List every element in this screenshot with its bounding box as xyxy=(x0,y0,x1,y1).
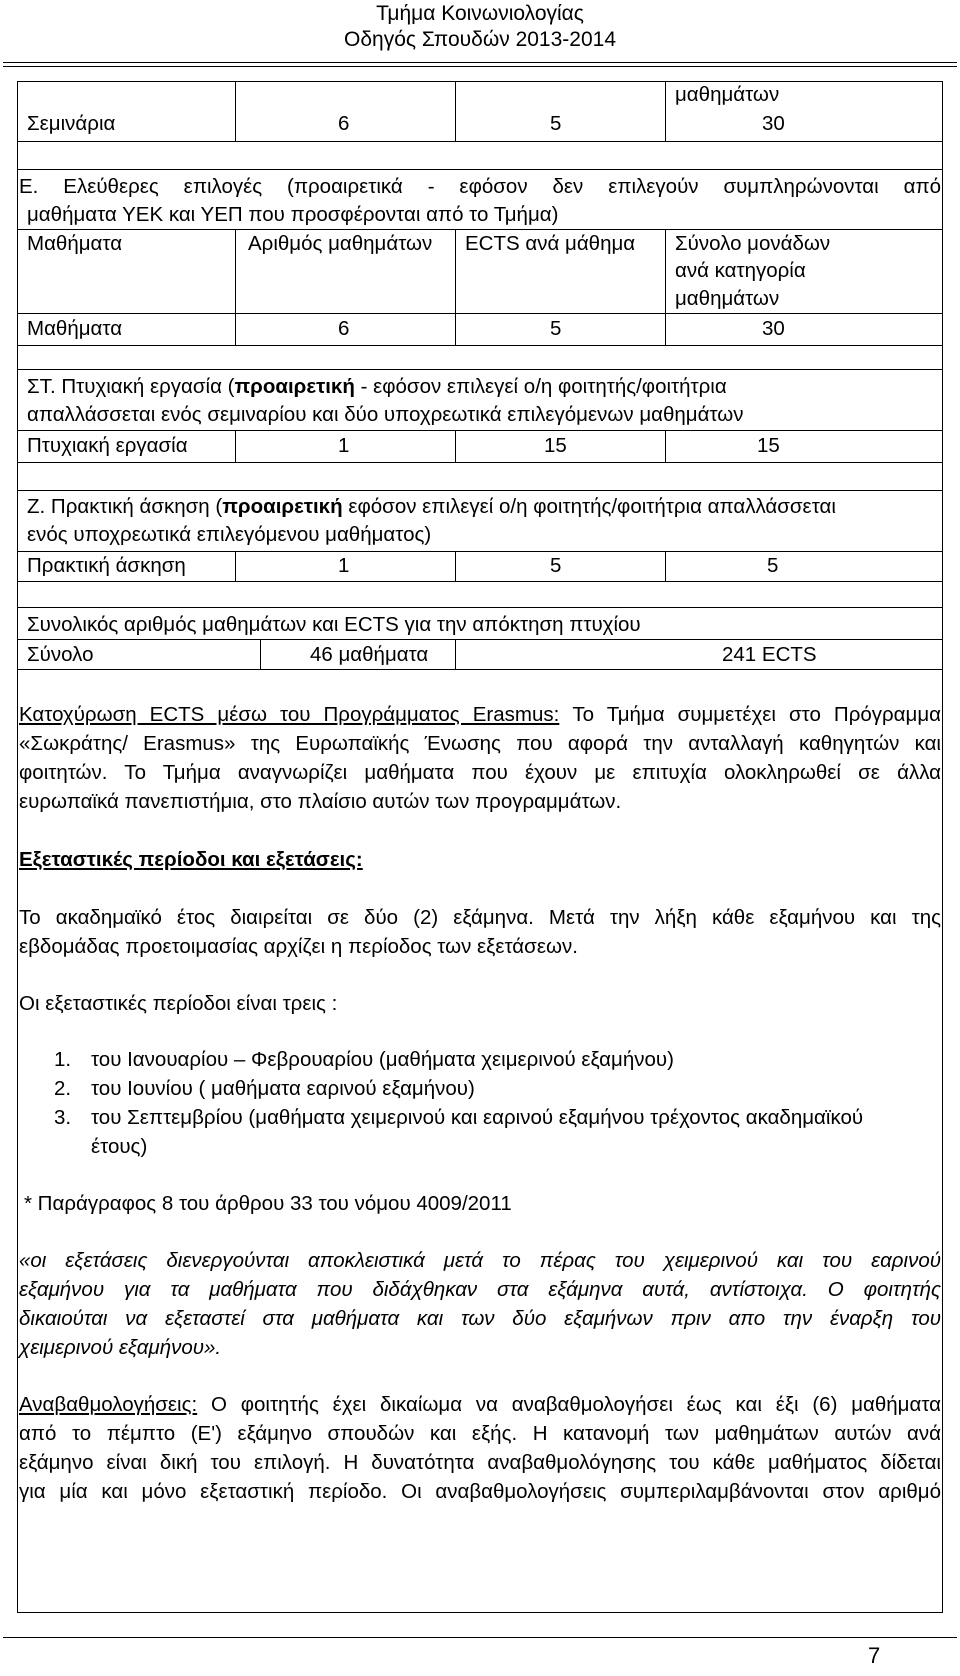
table-col-rule xyxy=(235,430,236,462)
totals-courses: 46 μαθήματα xyxy=(310,643,429,666)
table-col-rule xyxy=(455,639,456,669)
table-col-rule xyxy=(665,430,666,462)
exam-period-number: 1. xyxy=(54,1048,72,1071)
header-guide-title: Οδηγός Σπουδών 2013-2014 xyxy=(343,28,616,51)
exam-period-item-cont: έτους) xyxy=(91,1135,148,1158)
table-col-rule xyxy=(235,229,236,345)
erasmus-paragraph-line2: «Σωκράτης/ Erasmus» της Ευρωπαϊκής Ένωσης που αφορά την ανταλλαγή καθηγητών και xyxy=(19,732,941,755)
seminar-label: Σεμινάρια xyxy=(27,112,116,135)
totals-title: Συνολικός αριθμός μαθημάτων και ECTS για την απόκτηση πτυχίου xyxy=(27,613,641,636)
section-e-row-count: 6 xyxy=(338,317,350,340)
totals-ects: 241 ECTS xyxy=(722,643,817,666)
footer-rule xyxy=(3,1637,957,1638)
regrading-paragraph-line4: για μία και μόνο εξεταστική περίοδο. Οι αναβαθμολογήσεις συμπεριλαμβάνονται στον αριθμό xyxy=(19,1480,941,1503)
table-col-rule xyxy=(455,81,456,141)
table-rule xyxy=(17,462,943,463)
table-rule xyxy=(17,607,943,608)
seminar-ects: 5 xyxy=(550,112,562,135)
seminar-units-tail: μαθημάτων xyxy=(675,83,780,106)
table-rule xyxy=(17,639,943,640)
section-z-title: Ζ. Πρακτική άσκηση (προαιρετική εφόσον επιλεγεί ο/η φοιτητής/φοιτήτρια απαλλάσσεται xyxy=(27,495,836,518)
exam-period-item: του Ιανουαρίου – Φεβρουαρίου (μαθήματα χειμερινού εξαμήνου) xyxy=(91,1048,674,1071)
table-rule xyxy=(17,581,943,582)
regrading-paragraph-line2: από το πέμπτο (Ε') εξάμηνο σπουδών και εξής. Η κατανομή των μαθημάτων αυτών ανά xyxy=(19,1422,941,1445)
section-e-title-cont: μαθήματα ΥΕΚ και ΥΕΠ που προσφέρονται από το Τμήμα) xyxy=(27,203,559,226)
table-rule xyxy=(17,430,943,431)
law-reference: * Παράγραφος 8 του άρθρου 33 του νόμου 4009/2011 xyxy=(24,1192,512,1215)
table-col-rule xyxy=(455,430,456,462)
table-col-rule xyxy=(260,639,261,669)
section-z-row-label: Πρακτική άσκηση xyxy=(27,554,186,577)
table-col-rule xyxy=(235,551,236,581)
section-st-title: ΣΤ. Πτυχιακή εργασία (προαιρετική - εφόσον επιλεγεί ο/η φοιτητής/φοιτήτρια xyxy=(27,375,727,398)
seminar-count: 6 xyxy=(338,112,350,135)
table-col-rule xyxy=(665,81,666,141)
exam-period-item: του Σεπτεμβρίου (μαθήματα χειμερινού και εαρινού εξαμήνου τρέχοντος ακαδημαϊκού xyxy=(91,1106,864,1129)
page-number: 7 xyxy=(868,1643,881,1668)
exams-paragraph-line2: εβδομάδας προετοιμασίας αρχίζει η περίοδος των εξετάσεων. xyxy=(19,935,578,958)
section-z-row-ects: 5 xyxy=(550,554,562,577)
law-quote-line3: δικαιούται να εξεταστεί στα μαθήματα και των δύο εξαμήνων πριν απο την έναρξη του xyxy=(19,1307,941,1330)
section-st-row-count: 1 xyxy=(338,434,350,457)
law-quote-line1: «οι εξετάσεις διενεργούνται αποκλειστικά μετά το πέρας του χειμερινού και του εαρινού xyxy=(19,1249,941,1272)
section-st-row-label: Πτυχιακή εργασία xyxy=(27,434,188,457)
regrading-heading: Αναβαθμολογήσεις: xyxy=(19,1393,198,1416)
exam-period-number: 2. xyxy=(54,1077,72,1100)
regrading-paragraph-line1: Αναβαθμολογήσεις: Ο φοιτητής έχει δικαίωμα να αναβαθμολογήσει έως και έξι (6) μαθήματα xyxy=(19,1393,941,1416)
erasmus-heading: Κατοχύρωση ECTS μέσω του Προγράμματος Erasmus: xyxy=(19,703,560,726)
exams-paragraph-line1: Το ακαδημαϊκό έτος διαιρείται σε δύο (2) εξάμηνα. Μετά την λήξη κάθε εξαμήνου και της xyxy=(19,906,941,929)
table-rule xyxy=(17,141,943,142)
totals-label: Σύνολο xyxy=(27,643,94,666)
section-st-row-ects: 15 xyxy=(544,434,567,457)
header-rule xyxy=(3,62,957,63)
law-quote-line4: χειμερινού εξαμήνου». xyxy=(19,1336,222,1359)
section-e-row-total: 30 xyxy=(762,317,785,340)
seminar-total: 30 xyxy=(762,112,785,135)
section-e-row-label: Μαθήματα xyxy=(27,317,123,340)
section-e-row-ects: 5 xyxy=(550,317,562,340)
table-col-rule xyxy=(235,81,236,141)
header-department: Τμήμα Κοινωνιολογίας xyxy=(376,2,584,25)
table-rule xyxy=(17,81,943,82)
table-rule xyxy=(17,490,943,491)
exam-period-number: 3. xyxy=(54,1106,72,1129)
section-e-title: Ε. Ελεύθερες επιλογές (προαιρετικά - εφόσον δεν επιλεγούν συμπληρώνονται από xyxy=(19,175,941,198)
table-col-rule xyxy=(665,551,666,581)
table-col-rule xyxy=(455,551,456,581)
table-col-rule xyxy=(455,229,456,345)
regrading-paragraph-line3: εξάμηνο είναι δική του επιλογή. Η δυνατότητα αναβαθμολόγησης του κάθε μαθήματος δίδεται xyxy=(19,1451,941,1474)
section-e-col-ects: ECTS ανά μάθημα xyxy=(465,232,636,255)
table-rule xyxy=(17,369,943,370)
exams-heading: Εξεταστικές περίοδοι και εξετάσεις: xyxy=(19,848,363,871)
header-rule-second xyxy=(3,66,957,67)
section-e-col-count: Αριθμός μαθημάτων xyxy=(248,232,433,255)
table-rule xyxy=(17,345,943,346)
section-e-col-total-line3: μαθημάτων xyxy=(675,287,780,310)
table-rule xyxy=(17,169,943,170)
erasmus-paragraph-line4: ευρωπαϊκά πανεπιστήμια, στο πλαίσιο αυτών των προγραμμάτων. xyxy=(19,790,622,813)
section-e-col-total-line2: ανά κατηγορία xyxy=(675,259,806,282)
section-e-col-courses: Μαθήματα xyxy=(27,232,123,255)
erasmus-paragraph-line1: Κατοχύρωση ECTS μέσω του Προγράμματος Erasmus: Το Τμήμα συμμετέχει στο Πρόγραμμα xyxy=(19,703,941,726)
table-rule xyxy=(17,313,943,314)
section-z-row-count: 1 xyxy=(338,554,350,577)
section-e-col-total: Σύνολο μονάδων xyxy=(675,232,831,255)
law-quote-line2: εξαμήνου για τα μαθήματα που διδάχθηκαν στα εξάμηνα αυτά, αντίστοιχα. Ο φοιτητής xyxy=(19,1278,941,1301)
erasmus-paragraph-line3: φοιτητών. Το Τμήμα αναγνωρίζει μαθήματα που έχουν με επιτυχία ολοκληρωθεί σε άλλα xyxy=(19,761,941,784)
table-rule xyxy=(17,669,943,670)
table-col-rule xyxy=(665,229,666,345)
exam-period-item: του Ιουνίου ( μαθήματα εαρινού εξαμήνου) xyxy=(91,1077,475,1100)
section-st-row-total: 15 xyxy=(757,434,780,457)
exam-periods-intro: Οι εξεταστικές περίοδοι είναι τρεις : xyxy=(19,992,338,1015)
section-st-title-cont: απαλλάσσεται ενός σεμιναρίου και δύο υποχρεωτικά επιλεγόμενων μαθημάτων xyxy=(27,403,744,426)
section-z-title-cont: ενός υποχρεωτικά επιλεγόμενου μαθήματος) xyxy=(27,523,432,546)
section-z-row-total: 5 xyxy=(767,554,779,577)
